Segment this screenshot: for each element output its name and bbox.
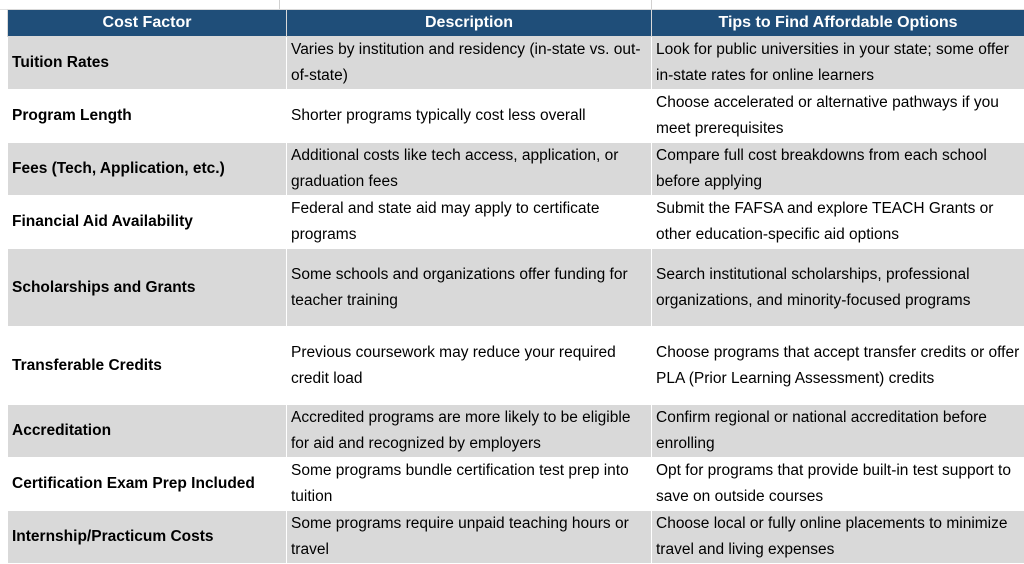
description-cell[interactable]: Some schools and organizations offer funding for teacher training xyxy=(287,249,652,327)
table-row xyxy=(8,37,1024,90)
table-row xyxy=(8,90,1024,143)
tips-cell[interactable]: Choose programs that accept transfer credits or offer PLA (Prior Learning Assessment) credits xyxy=(652,327,1024,405)
cost-factor-cell[interactable]: Transferable Credits xyxy=(8,327,287,405)
cost-factor-cell[interactable]: Accreditation xyxy=(8,405,287,458)
tips-cell[interactable]: Confirm regional or national accreditation before enrolling xyxy=(652,405,1024,458)
cost-factor-cell[interactable]: Certification Exam Prep Included xyxy=(8,458,287,511)
cost-factor-cell[interactable]: Financial Aid Availability xyxy=(8,196,287,249)
tips-cell[interactable]: Opt for programs that provide built-in test support to save on outside courses xyxy=(652,458,1024,511)
header-cell-tips[interactable]: Tips to Find Affordable Options xyxy=(652,10,1024,37)
cost-factor-cell[interactable]: Fees (Tech, Application, etc.) xyxy=(8,143,287,196)
tips-cell[interactable]: Compare full cost breakdowns from each school before applying xyxy=(652,143,1024,196)
tips-cell[interactable]: Choose accelerated or alternative pathways if you meet prerequisites xyxy=(652,90,1024,143)
description-cell[interactable]: Varies by institution and residency (in-state vs. out-of-state) xyxy=(287,37,652,90)
header-cell-description[interactable]: Description xyxy=(287,10,652,37)
table-row xyxy=(8,405,1024,458)
cost-factor-cell[interactable]: Tuition Rates xyxy=(8,37,287,90)
description-cell[interactable]: Additional costs like tech access, application, or graduation fees xyxy=(287,143,652,196)
cost-factor-cell[interactable]: Internship/Practicum Costs xyxy=(8,511,287,564)
table-row xyxy=(8,327,1024,405)
table-row xyxy=(8,249,1024,327)
description-cell[interactable]: Some programs require unpaid teaching hours or travel xyxy=(287,511,652,564)
table-row xyxy=(8,196,1024,249)
description-cell[interactable]: Some programs bundle certification test prep into tuition xyxy=(287,458,652,511)
table-row xyxy=(8,511,1024,564)
cost-factor-cell[interactable]: Scholarships and Grants xyxy=(8,249,287,327)
cost-factor-cell[interactable]: Program Length xyxy=(8,90,287,143)
description-cell[interactable]: Accredited programs are more likely to be eligible for aid and recognized by employers xyxy=(287,405,652,458)
header-row xyxy=(8,10,1024,37)
tips-cell[interactable]: Search institutional scholarships, professional organizations, and minority-focused programs xyxy=(652,249,1024,327)
table-row xyxy=(8,458,1024,511)
description-cell[interactable]: Shorter programs typically cost less overall xyxy=(287,90,652,143)
column-divider xyxy=(279,0,280,9)
tips-cell[interactable]: Look for public universities in your state; some offer in-state rates for online learners xyxy=(652,37,1024,90)
header-cell-cost-factor[interactable]: Cost Factor xyxy=(8,10,287,37)
tips-cell[interactable]: Choose local or fully online placements to minimize travel and living expenses xyxy=(652,511,1024,564)
tips-cell[interactable]: Submit the FAFSA and explore TEACH Grants or other education-specific aid options xyxy=(652,196,1024,249)
description-cell[interactable]: Previous coursework may reduce your required credit load xyxy=(287,327,652,405)
description-cell[interactable]: Federal and state aid may apply to certificate programs xyxy=(287,196,652,249)
cost-factor-table xyxy=(7,9,1024,564)
table-row xyxy=(8,143,1024,196)
column-divider xyxy=(651,0,652,9)
